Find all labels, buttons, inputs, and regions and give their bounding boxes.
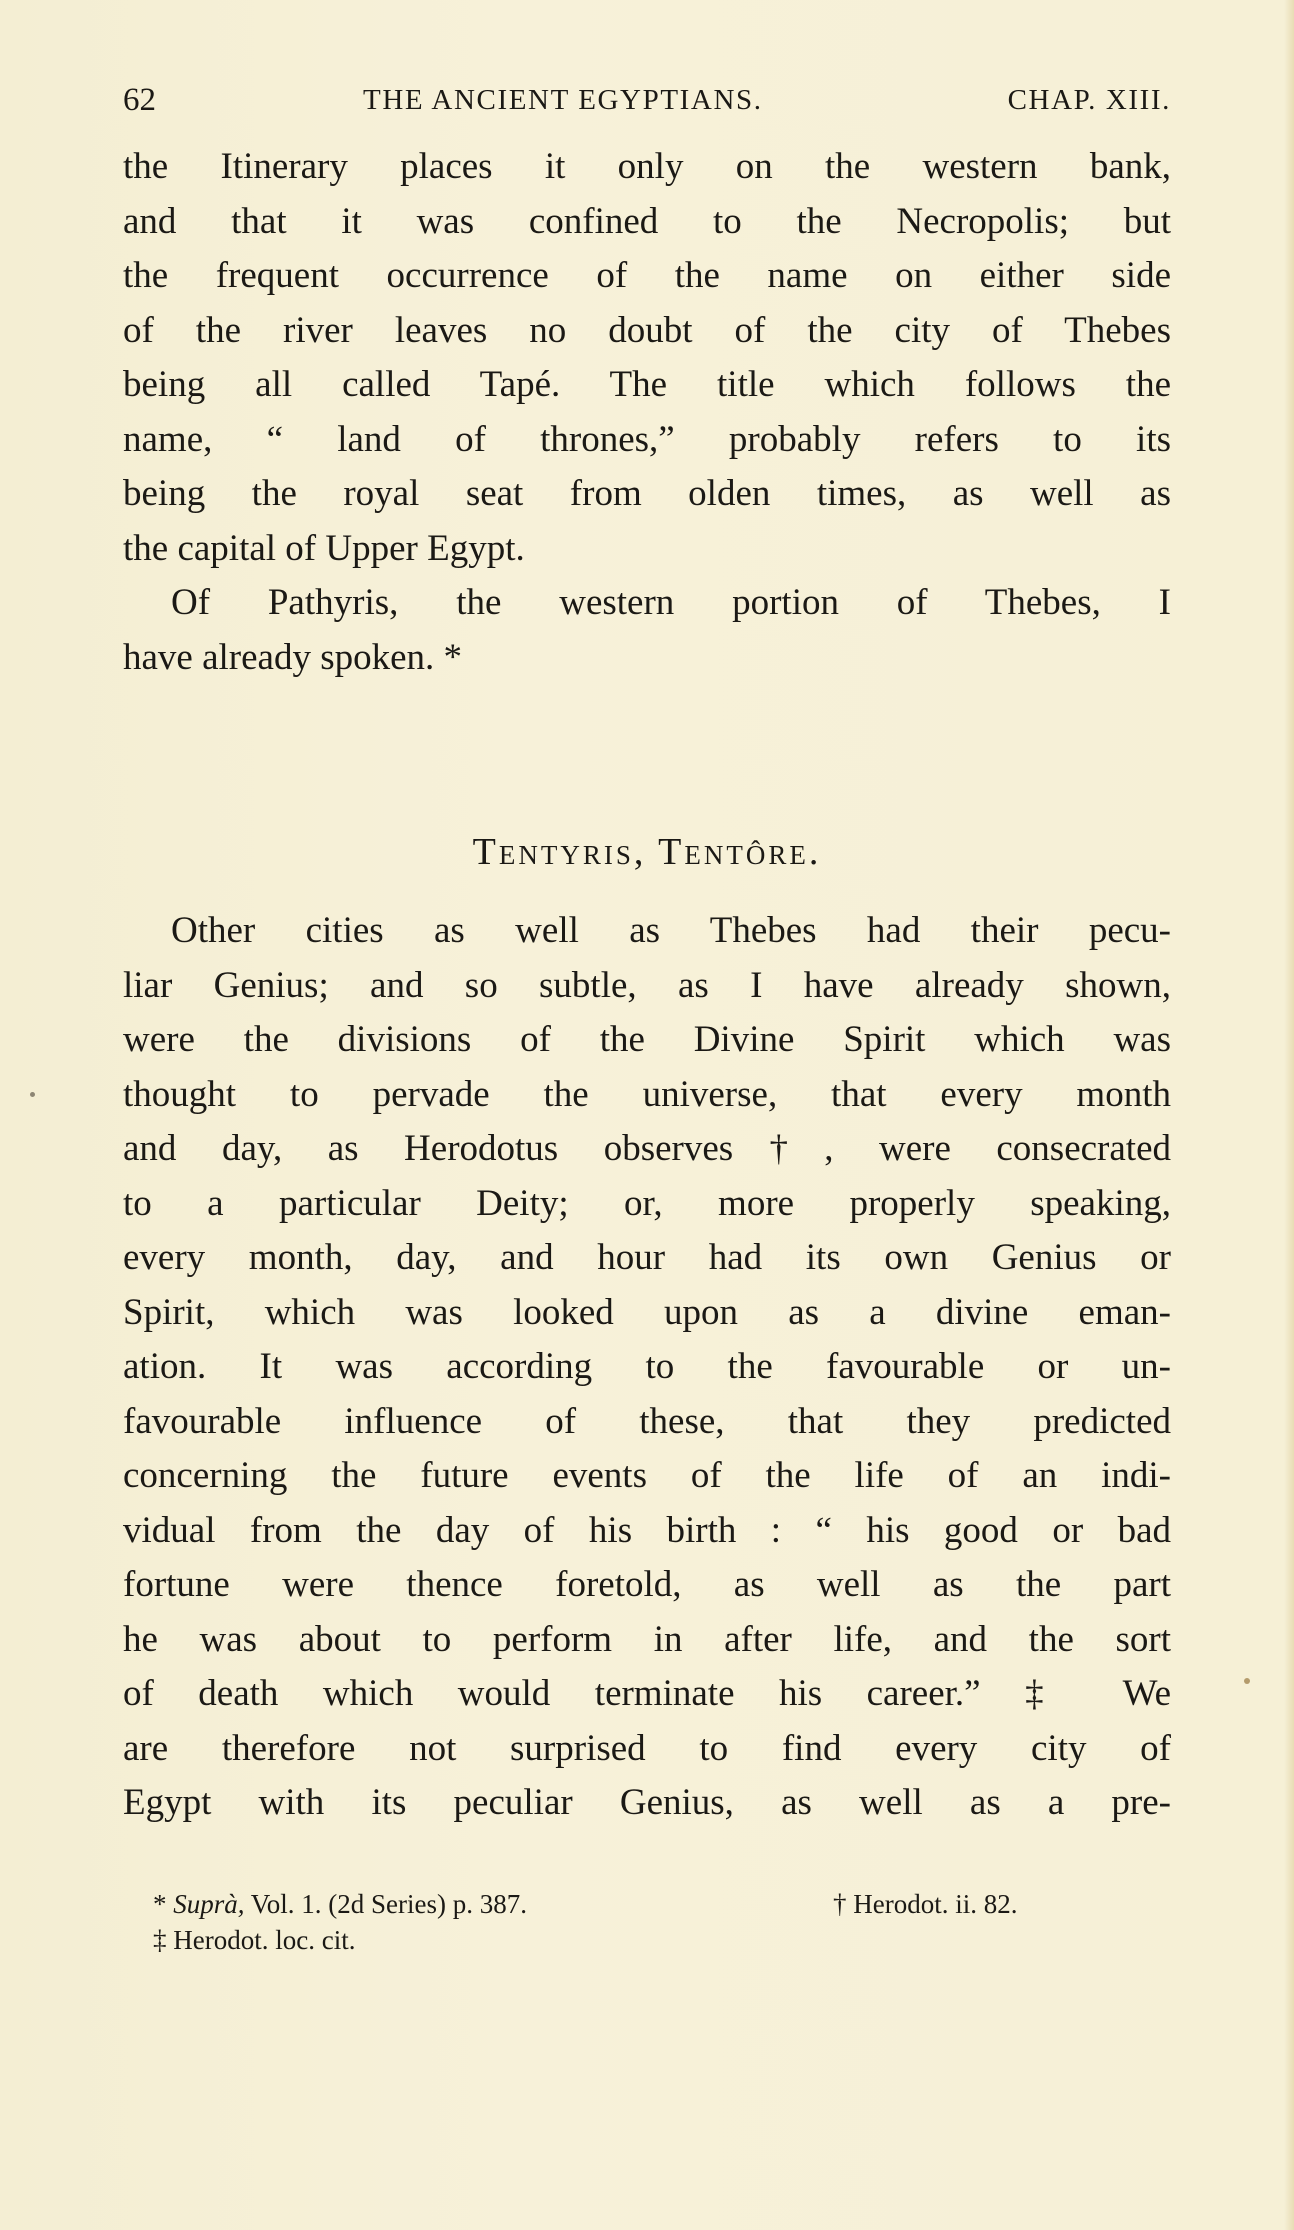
text-line: to a particular Deity; or, more properly speaking,	[123, 1182, 1171, 1224]
footnote-dagger: † Herodot. ii. 82.	[833, 1889, 1018, 1919]
text-line: fortune were thence foretold, as well as the part	[123, 1564, 1171, 1605]
page-number: 62	[123, 82, 156, 118]
text-line: Spirit, which was looked upon as a divine eman-	[123, 1291, 1171, 1333]
text-line: every month, day, and hour had its own Genius or	[123, 1237, 1171, 1278]
footnote-italic: Suprà,	[173, 1889, 245, 1919]
text-line: of the river leaves no doubt of the city of Thebes	[123, 309, 1171, 351]
text-line: ation. It was according to the favourable or un-	[123, 1346, 1171, 1387]
opening-text	[123, 140, 1171, 685]
text-line: Of Pathyris, the western portion of Thebes, I	[171, 582, 1171, 623]
text-line: of death which would terminate his career.” ‡ We	[123, 1673, 1171, 1714]
text-line: the capital of Upper Egypt.	[123, 527, 525, 569]
paper-speck	[1244, 1678, 1250, 1684]
footnote-row	[153, 1922, 1171, 1958]
text-line: being all called Tapé. The title which follows the	[123, 364, 1171, 405]
main-paragraph	[123, 904, 1171, 1831]
running-title: THE ANCIENT EGYPTIANS.	[363, 84, 763, 116]
page-edge	[1284, 0, 1294, 2230]
text-line: Other cities as well as Thebes had their pecu-	[171, 910, 1171, 951]
text-line: name, “ land of thrones,” probably refers to its	[123, 418, 1171, 460]
text-line: Egypt with its peculiar Genius, as well as a pre-	[123, 1782, 1171, 1823]
text-line: the frequent occurrence of the name on either side	[123, 255, 1171, 296]
footnote-row	[153, 1886, 1171, 1922]
text-line: were the divisions of the Divine Spirit which was	[123, 1019, 1171, 1060]
text-line: and that it was confined to the Necropolis; but	[123, 200, 1171, 242]
paper-speck	[30, 1092, 35, 1097]
text-line: he was about to perform in after life, and the sort	[123, 1618, 1171, 1660]
footnote-double-dagger: ‡ Herodot. loc. cit.	[153, 1925, 356, 1955]
text-line: and day, as Herodotus observes†, were consecrated	[123, 1128, 1171, 1169]
text-line: the Itinerary places it only on the western bank,	[123, 146, 1171, 187]
chapter-label: CHAP. XIII.	[1007, 84, 1171, 116]
text-line: have already spoken. *	[123, 636, 463, 678]
text-line: vidual from the day of his birth : “ his good or bad	[123, 1509, 1171, 1551]
section-heading: Tentyris, Tentôre.	[472, 831, 822, 873]
footnote-text: Vol. 1. (2d Series) p. 387.	[250, 1889, 528, 1919]
text-line: favourable influence of these, that they predicted	[123, 1400, 1171, 1442]
running-head	[123, 82, 1171, 122]
text-line: thought to pervade the universe, that every month	[123, 1073, 1171, 1115]
footnotes	[153, 1886, 1171, 1958]
text-line: are therefore not surprised to find every city of	[123, 1727, 1171, 1769]
text-line: concerning the future events of the life of an indi-	[123, 1455, 1171, 1496]
text-line: being the royal seat from olden times, as well as	[123, 473, 1171, 514]
text-line: liar Genius; and so subtle, as I have already shown,	[123, 964, 1171, 1006]
footnote-mark: *	[153, 1889, 167, 1919]
